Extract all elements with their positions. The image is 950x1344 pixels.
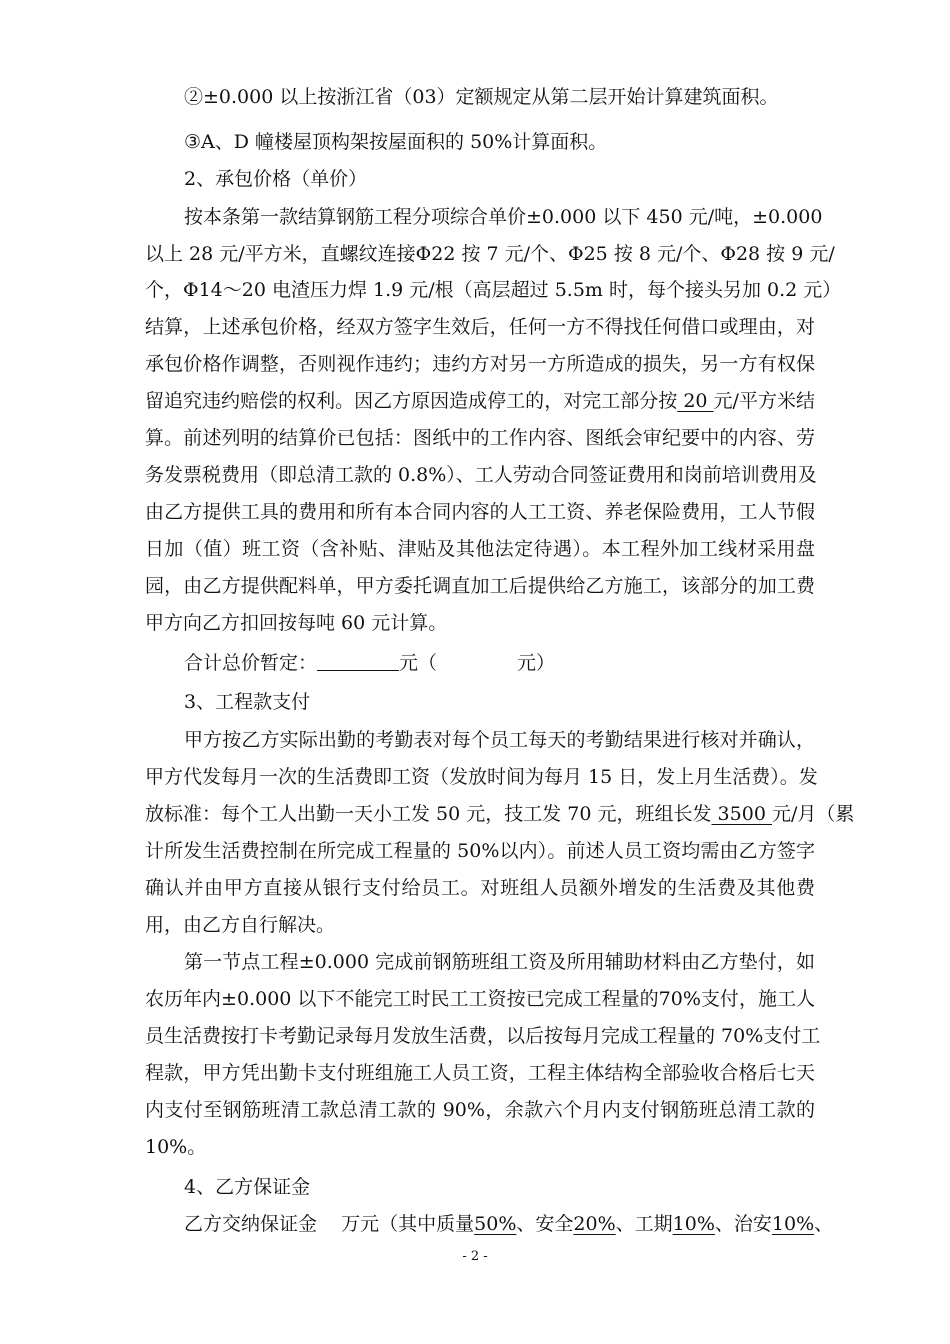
underlined-value: 10%: [771, 1213, 815, 1235]
text-line: ③A、D 幢楼屋顶构架按屋面积的 50%计算面积。: [184, 131, 608, 153]
text-segment: 、: [814, 1213, 834, 1235]
text-line: ②±0.000 以上按浙江省（03）定额规定从第二层开始计算建筑面积。: [184, 86, 779, 108]
text-line: 按本条第一款结算钢筋工程分项综合单价±0.000 以下 450 元/吨，±0.000: [184, 206, 823, 228]
text-segment: 乙方交纳保证金 万元（其中质量: [184, 1213, 475, 1235]
text-segment: 元/月（累: [771, 803, 855, 825]
text-line: 园，由乙方提供配料单，甲方委托调直加工后提供给乙方施工，该部分的加工费: [145, 575, 815, 597]
page-number: - 2 -: [462, 1249, 488, 1264]
text-line: 结算，上述承包价格，经双方签字生效后，任何一方不得找任何借口或理由，对: [145, 316, 815, 338]
underlined-value: 10%: [672, 1213, 715, 1235]
text-line: 甲方按乙方实际出勤的考勤表对每个员工每天的考勤结果进行核对并确认，: [184, 729, 815, 751]
text-line: 由乙方提供工具的费用和所有本合同内容的人工工资、养老保险费用，工人节假: [145, 501, 815, 523]
text-line: [145, 796, 855, 832]
section-heading: 2、承包价格（单价）: [184, 168, 368, 190]
text-segment: 放标准：每个工人出勤一天小工发 50 元，技工发 70 元，班组长发: [145, 803, 712, 825]
text-line: 第一节点工程±0.000 完成前钢筋班组工资及所用辅助材料由乙方垫付，如: [184, 951, 815, 973]
text-line: 农历年内±0.000 以下不能完工时民工工资按已完成工程量的70%支付，施工人: [145, 988, 815, 1010]
blank-underline: [317, 648, 399, 671]
text-line: 承包价格作调整，否则视作违约；违约方对另一方所造成的损失，另一方有权保: [145, 353, 815, 375]
text-line: 甲方向乙方扣回按每吨 60 元计算。: [145, 612, 448, 634]
section-heading: 3、工程款支付: [184, 691, 311, 713]
text-segment: 、治安: [714, 1213, 772, 1235]
underlined-value: 50%: [474, 1213, 517, 1235]
text-line: 员生活费按打卡考勤记录每月发放生活费，以后按每月完成工程量的 70%支付工: [145, 1025, 821, 1047]
text-segment: 元/平方米结: [713, 390, 815, 412]
text-line: 10%。: [145, 1136, 207, 1158]
text-line: 计所发生活费控制在所完成工程量的 50%以内）。前述人员工资均需由乙方签字: [145, 840, 815, 862]
text-line: 以上 28 元/平方米，直螺纹连接Φ22 按 7 元/个、Φ25 按 8 元/个、Φ28 按 9 元/: [145, 243, 835, 265]
text-segment: 、工期: [615, 1213, 673, 1235]
text-segment: 、安全: [516, 1213, 574, 1235]
text-line: 个，Φ14～20 电渣压力焊 1.9 元/根（高层超过 5.5m 时，每个接头另加 0.2 元）: [145, 279, 842, 301]
section-heading: 4、乙方保证金: [184, 1176, 311, 1198]
text-line: [184, 1206, 834, 1242]
text-line: 程款，甲方凭出勤卡支付班组施工人员工资，工程主体结构全部验收合格后七天: [145, 1062, 815, 1084]
text-line: 确认并由甲方直接从银行支付给员工。对班组人员额外增发的生活费及其他费: [145, 877, 815, 899]
underlined-value: 20%: [573, 1213, 616, 1235]
total-price-line: [184, 645, 815, 681]
text-segment: 元）: [517, 652, 556, 674]
text-line: 用，由乙方自行解决。: [145, 914, 336, 936]
underlined-value: 3500: [711, 803, 772, 825]
text-segment: 合计总价暂定：: [184, 652, 318, 674]
text-segment: 元（: [399, 652, 438, 674]
underlined-value: 20: [677, 390, 714, 412]
text-line: 甲方代发每月一次的生活费即工资（发放时间为每月 15 日，发上月生活费）。发: [145, 766, 818, 788]
text-line: 日加（值）班工资（含补贴、津贴及其他法定待遇）。本工程外加工线材采用盘: [145, 538, 815, 560]
text-segment: 留追究违约赔偿的权利。因乙方原因造成停工的，对完工部分按: [145, 390, 678, 412]
text-line: 算。前述列明的结算价已包括：图纸中的工作内容、图纸会审纪要中的内容、劳: [145, 427, 815, 449]
text-line: 务发票税费用（即总清工款的 0.8%）、工人劳动合同签证费用和岗前培训费用及: [145, 464, 817, 486]
text-line: 内支付至钢筋班清工款总清工款的 90%，余款六个月内支付钢筋班总清工款的: [145, 1099, 815, 1121]
text-line: [145, 383, 815, 419]
